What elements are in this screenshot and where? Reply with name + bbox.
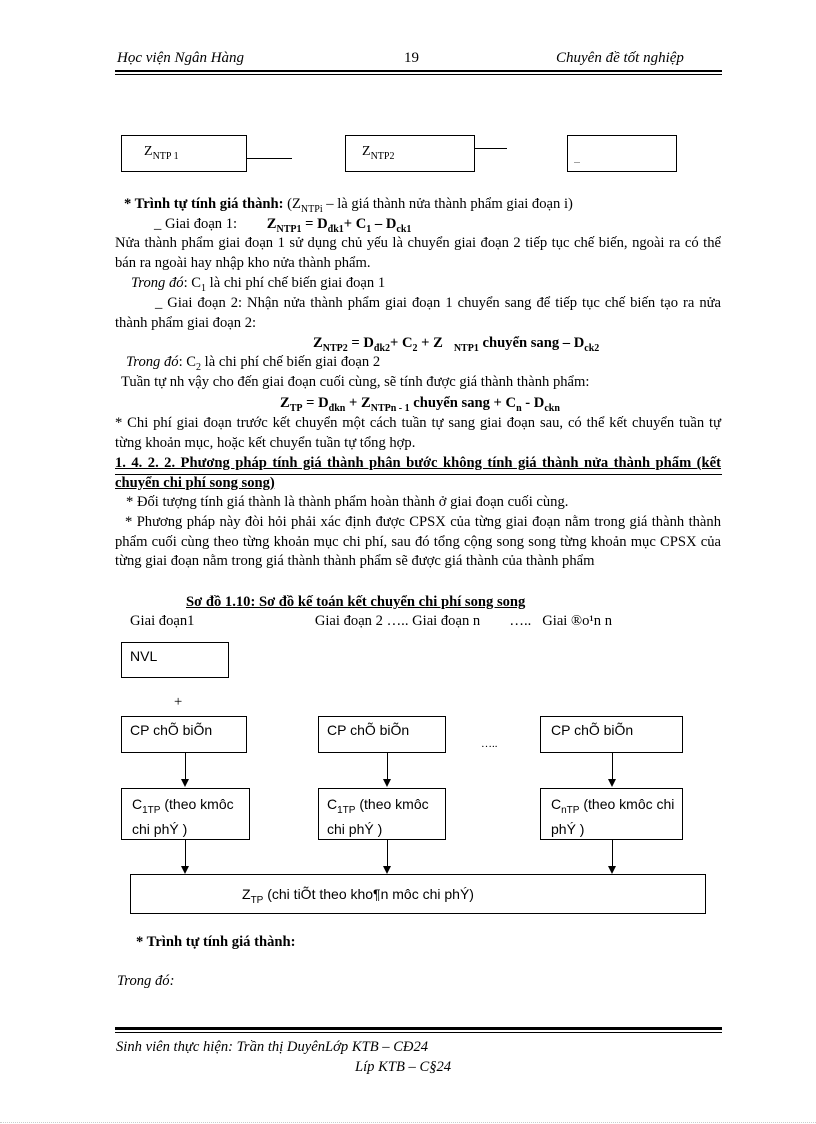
seq-title-line: * Trình tự tính giá thành: ($Z_{NTPi}$ – là giá thành nửa thành phẩm giai đoạn i) (124, 196, 573, 215)
arrow-head-2 (383, 779, 391, 787)
nvl-box: NVL (121, 642, 229, 678)
cp-box-1: CP chÕ biÕn (121, 716, 247, 753)
heading-rule (115, 474, 722, 475)
para-4: * Chi phí giai đoạn trước kết chuyển một cách tuần tự sang giai đoạn sau, có thể kết chuyển tuần tự từng khoản mục, hoặc kết chuyển tuần tự tổng hợp. (115, 415, 721, 451)
para-5: * Đối tượng tính giá thành là thành phẩm hoàn thành ở giai đoạn cuối cùng. (126, 494, 569, 510)
arrow-line-5 (387, 840, 388, 866)
arrow-head-4 (181, 866, 189, 874)
arrow-line-3 (612, 753, 613, 779)
para-2: _ Giai đoạn 2: Nhận nửa thành phẩm giai đoạn 1 chuyển sang để tiếp tục chế biến tạo ra nửa thành phẩm giai đoạn 2: (115, 295, 721, 331)
arrow-line-1 (185, 753, 186, 779)
where-1: Trong đó: $C_1$ là chi phí chế biến giai đoạn 1 (131, 275, 386, 294)
header-rule (115, 70, 722, 72)
c2-box: $C_{1TP}$ (theo kmôc chi phÝ ) (318, 788, 446, 840)
ntpn-box: ... (567, 135, 677, 172)
arrow-head-6 (608, 866, 616, 874)
formula-3: $Z_{TP} = D_{đkn} + Z_{NTPn - 1}$ chuyển sang + $C_n - D_{ckn}$ (280, 395, 560, 414)
plus-sign: + (174, 694, 183, 710)
connector-1 (247, 158, 292, 159)
footer-line-1: Sinh viên thực hiện: Trần thị DuyênLớp KTB – CĐ24 (116, 1039, 429, 1055)
where-2: Trong đó: $C_2$ là chi phí chế biến giai đoạn 2 (126, 354, 381, 373)
ntp1-box: $Z_{NTP 1}$ (121, 135, 247, 172)
c1-box: $C_{1TP}$ (theo kmôc chi phÝ ) (121, 788, 250, 840)
header-left: Học viện Ngân Hàng (117, 50, 245, 66)
footer-rule (115, 1027, 722, 1030)
ztp-box: $Z_{TP}$ (chi tiÕt theo kho¶n môc chi phÝ) (130, 874, 706, 914)
para-6: * Phương pháp này đòi hỏi phải xác định được CPSX của từng giai đoạn nằm trong giá thành thành phẩm cuối cùng theo từng khoản mục chi phí, sau đó tổng cộng song song từng khoản mục CPSX của từng giai đoạn nằm trong giá thành thành phẩm sẽ được giá thành của thành phẩm (115, 514, 721, 569)
dots: ….. (481, 738, 498, 750)
ntp2-box: $Z_{NTP2}$ (345, 135, 475, 172)
stage1-line: _ Giai đoạn 1: $Z_{NTP1} = D_{đk1}+ C_1 - D_{ck1}$ (154, 216, 412, 235)
footer-rule-thin (115, 1032, 722, 1033)
page-number: 19 (404, 50, 419, 66)
arrow-head-5 (383, 866, 391, 874)
connector-2 (475, 148, 507, 149)
arrow-line-6 (612, 840, 613, 866)
header-rule-thin (115, 74, 722, 75)
formula-2: $Z_{NTP2} = D_{đk2}+ C_2 + Z$ $_{NTP1}$ chuyển sang – $D_{ck2}$ (313, 335, 600, 354)
header-right: Chuyên đề tốt nghiệp (556, 50, 684, 66)
cp-box-n: CP chÕ biÕn (540, 716, 683, 753)
stage-labels: Giai đoạn1 Giai đoạn 2 ….. Giai đoạn n ….. Giai ®o¹n n (130, 613, 612, 629)
arrow-head-3 (608, 779, 616, 787)
cp-box-2: CP chÕ biÕn (318, 716, 446, 753)
bottom-seq-title: * Trình tự tính giá thành: (136, 934, 296, 950)
arrow-line-4 (185, 840, 186, 866)
cn-box: $C_{nTP}$ (theo kmôc chi phÝ ) (540, 788, 683, 840)
arrow-line-2 (387, 753, 388, 779)
bottom-where: Trong đó: (117, 973, 175, 989)
footer-line-2: Líp KTB – C§24 (355, 1059, 452, 1075)
para-1: Nửa thành phẩm giai đoạn 1 sử dụng chủ yếu là chuyển giai đoạn 2 tiếp tục chế biến, ngoài ra có thể bán ra ngoài hay nhập kho nửa thành phẩm. (115, 235, 721, 271)
para-3: Tuần tự nh vậy cho đến giai đoạn cuối cùng, sẽ tính được giá thành thành phẩm: (121, 374, 590, 390)
arrow-head-1 (181, 779, 189, 787)
diagram-title: Sơ đồ 1.10: Sơ đồ kế toán kết chuyển chi phí song song (186, 594, 526, 610)
section-heading: 1. 4. 2. 2. Phương pháp tính giá thành phân bước không tính giá thành nửa thành phẩm (kết chuyển chi phí song song) (115, 455, 721, 491)
